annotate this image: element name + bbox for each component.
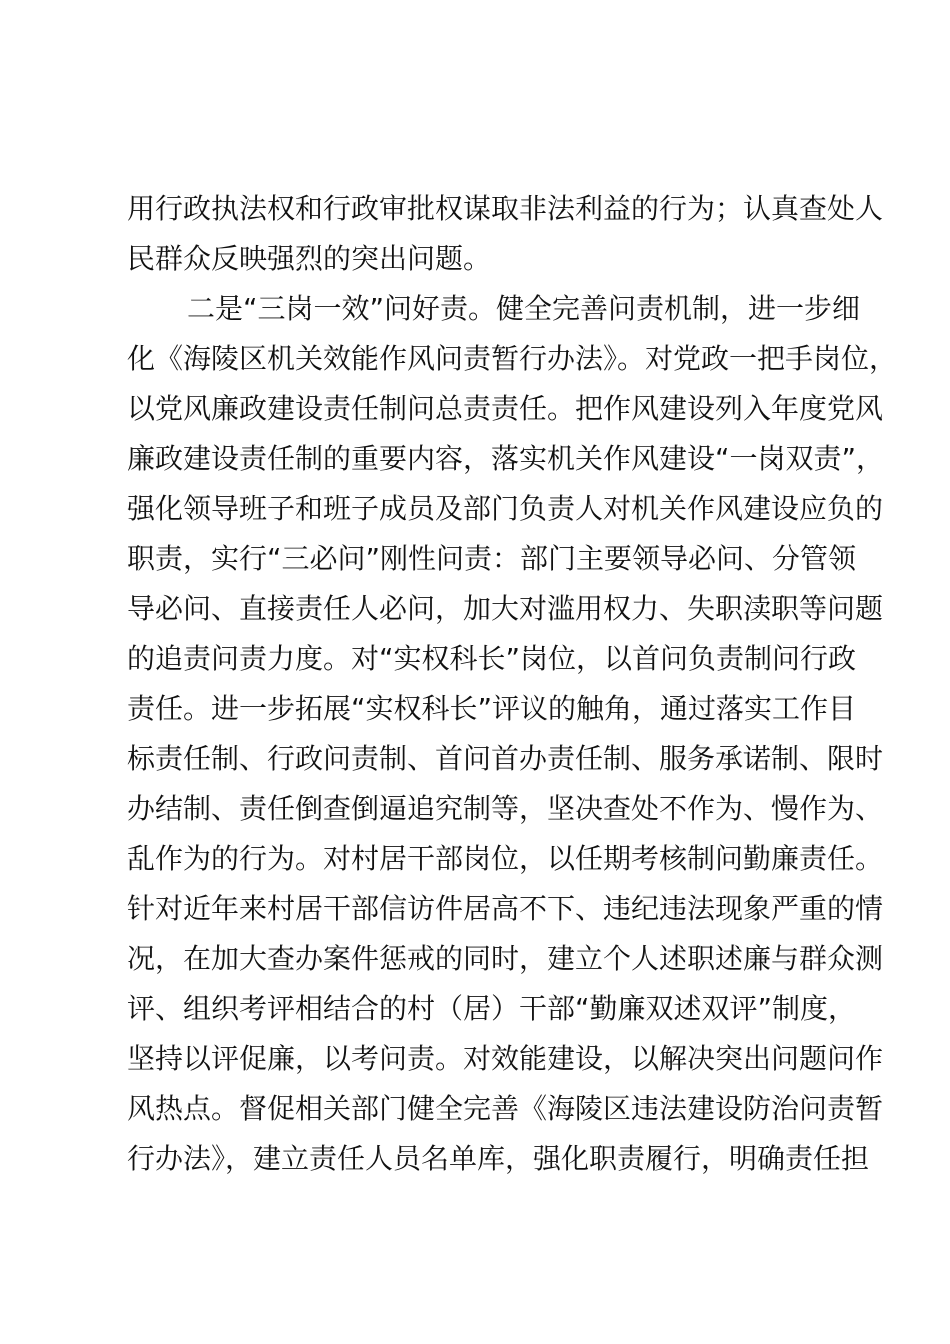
text-line: 乱作为的行为。对村居干部岗位，以任期考核制问勤廉责任。	[127, 842, 884, 875]
text-line: 以党风廉政建设责任制问总责责任。把作风建设列入年度党风	[127, 392, 884, 425]
text-line: 责任。进一步拓展“实权科长”评议的触角，通过落实工作目	[127, 692, 857, 725]
text-line: 职责，实行“三必问”刚性问责：部门主要领导必问、分管领	[127, 542, 857, 575]
text-line: 行办法》，建立责任人员名单库，强化职责履行，明确责任担	[127, 1142, 870, 1175]
text-line: 强化领导班子和班子成员及部门负责人对机关作风建设应负的	[127, 492, 884, 525]
paragraph-first-line: 二是“三岗一效”问好责。健全完善问责机制，进一步细	[187, 292, 861, 325]
body-text	[127, 184, 898, 1184]
text-line: 民群众反映强烈的突出问题。	[127, 242, 492, 275]
text-line: 况，在加大查办案件惩戒的同时，建立个人述职述廉与群众测	[127, 942, 884, 975]
text-line: 评、组织考评相结合的村（居）干部“勤廉双述双评”制度，	[127, 992, 857, 1025]
text-line: 标责任制、行政问责制、首问首办责任制、服务承诺制、限时	[127, 742, 884, 775]
text-line: 廉政建设责任制的重要内容，落实机关作风建设“一岗双责”，	[127, 442, 885, 475]
text-line: 风热点。督促相关部门健全完善《海陵区违法建设防治问责暂	[127, 1092, 884, 1125]
text-line: 用行政执法权和行政审批权谋取非法利益的行为；认真查处人	[127, 192, 884, 225]
text-line: 的追责问责力度。对“实权科长”岗位，以首问负责制问行政	[127, 642, 857, 675]
text-line: 坚持以评促廉，以考问责。对效能建设，以解决突出问题问作	[127, 1042, 884, 1075]
text-line: 办结制、责任倒查倒逼追究制等，坚决查处不作为、慢作为、	[127, 792, 884, 825]
text-line: 针对近年来村居干部信访件居高不下、违纪违法现象严重的情	[127, 892, 884, 925]
text-line: 导必问、直接责任人必问，加大对滥用权力、失职渎职等问题	[127, 592, 884, 625]
text-line: 化《海陵区机关效能作风问责暂行办法》。对党政一把手岗位，	[127, 342, 898, 375]
